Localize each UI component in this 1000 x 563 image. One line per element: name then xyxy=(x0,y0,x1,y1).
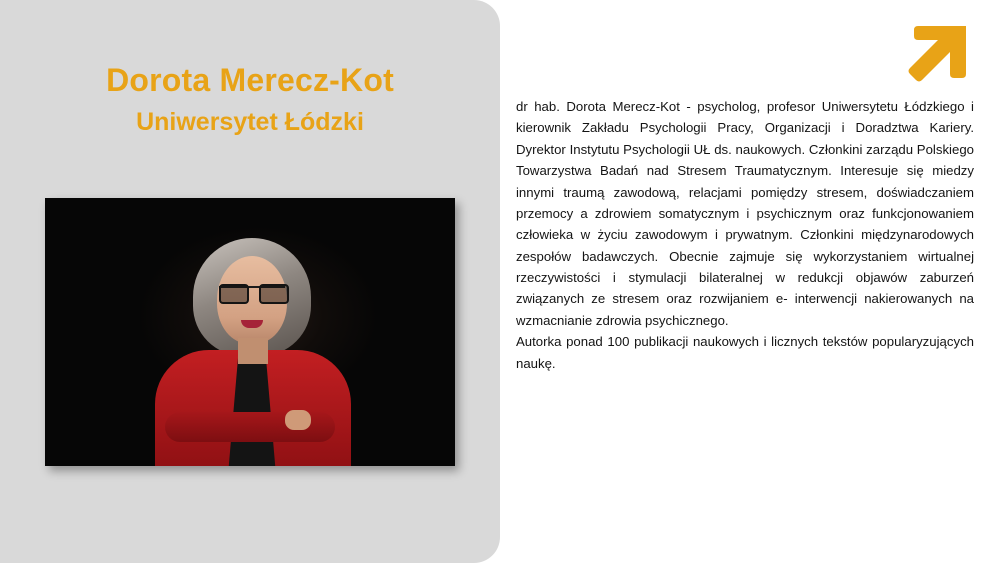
portrait-hand xyxy=(285,410,311,430)
portrait-glasses-left-lens xyxy=(219,284,249,304)
portrait-neck xyxy=(238,338,268,364)
page-title: Dorota Merecz-Kot xyxy=(106,62,394,98)
portrait-glasses-right-lens xyxy=(259,284,289,304)
bio-paragraph: dr hab. Dorota Merecz-Kot - psycholog, profesor Uniwersytetu Łódzkiego i kierownik Zakładu Psychologii Pracy, Organizacji i Doradztwa Kariery. Dyrektor Instytutu Psychologii UŁ ds. naukowych. Członkini zarządu Polskiego Towarzystwa Badań nad Stresem Traumatycznym. Interesuje się miedzy innymi traumą zawodową, relacjami pomiędzy stresem, doświadczaniem przemocy a zdrowiem somatycznym i psychicznym oraz funkcjonowaniem człowieka w życiu zawodowym i prywatnym. Członkini międzynarodowych zespołów badawczych. Obecnie zajmuje się wykorzystaniem wirtualnej rzeczywistości i stymulacji bilateralnej w redukcji objawów zaburzeń związanych ze stresem oraz rozwijaniem e- interwencji nakierowanych na wzmacnianie zdrowia psychicznego. xyxy=(516,99,974,328)
speaker-photo xyxy=(45,198,455,466)
speaker-bio xyxy=(516,96,974,374)
arrow-up-right-logo xyxy=(892,22,972,94)
speaker-affiliation: Uniwersytet Łódzki xyxy=(136,108,364,136)
photo-background xyxy=(45,198,455,466)
bio-paragraph: Autorka ponad 100 publikacji naukowych i licznych tekstów popularyzujących naukę. xyxy=(516,334,974,371)
